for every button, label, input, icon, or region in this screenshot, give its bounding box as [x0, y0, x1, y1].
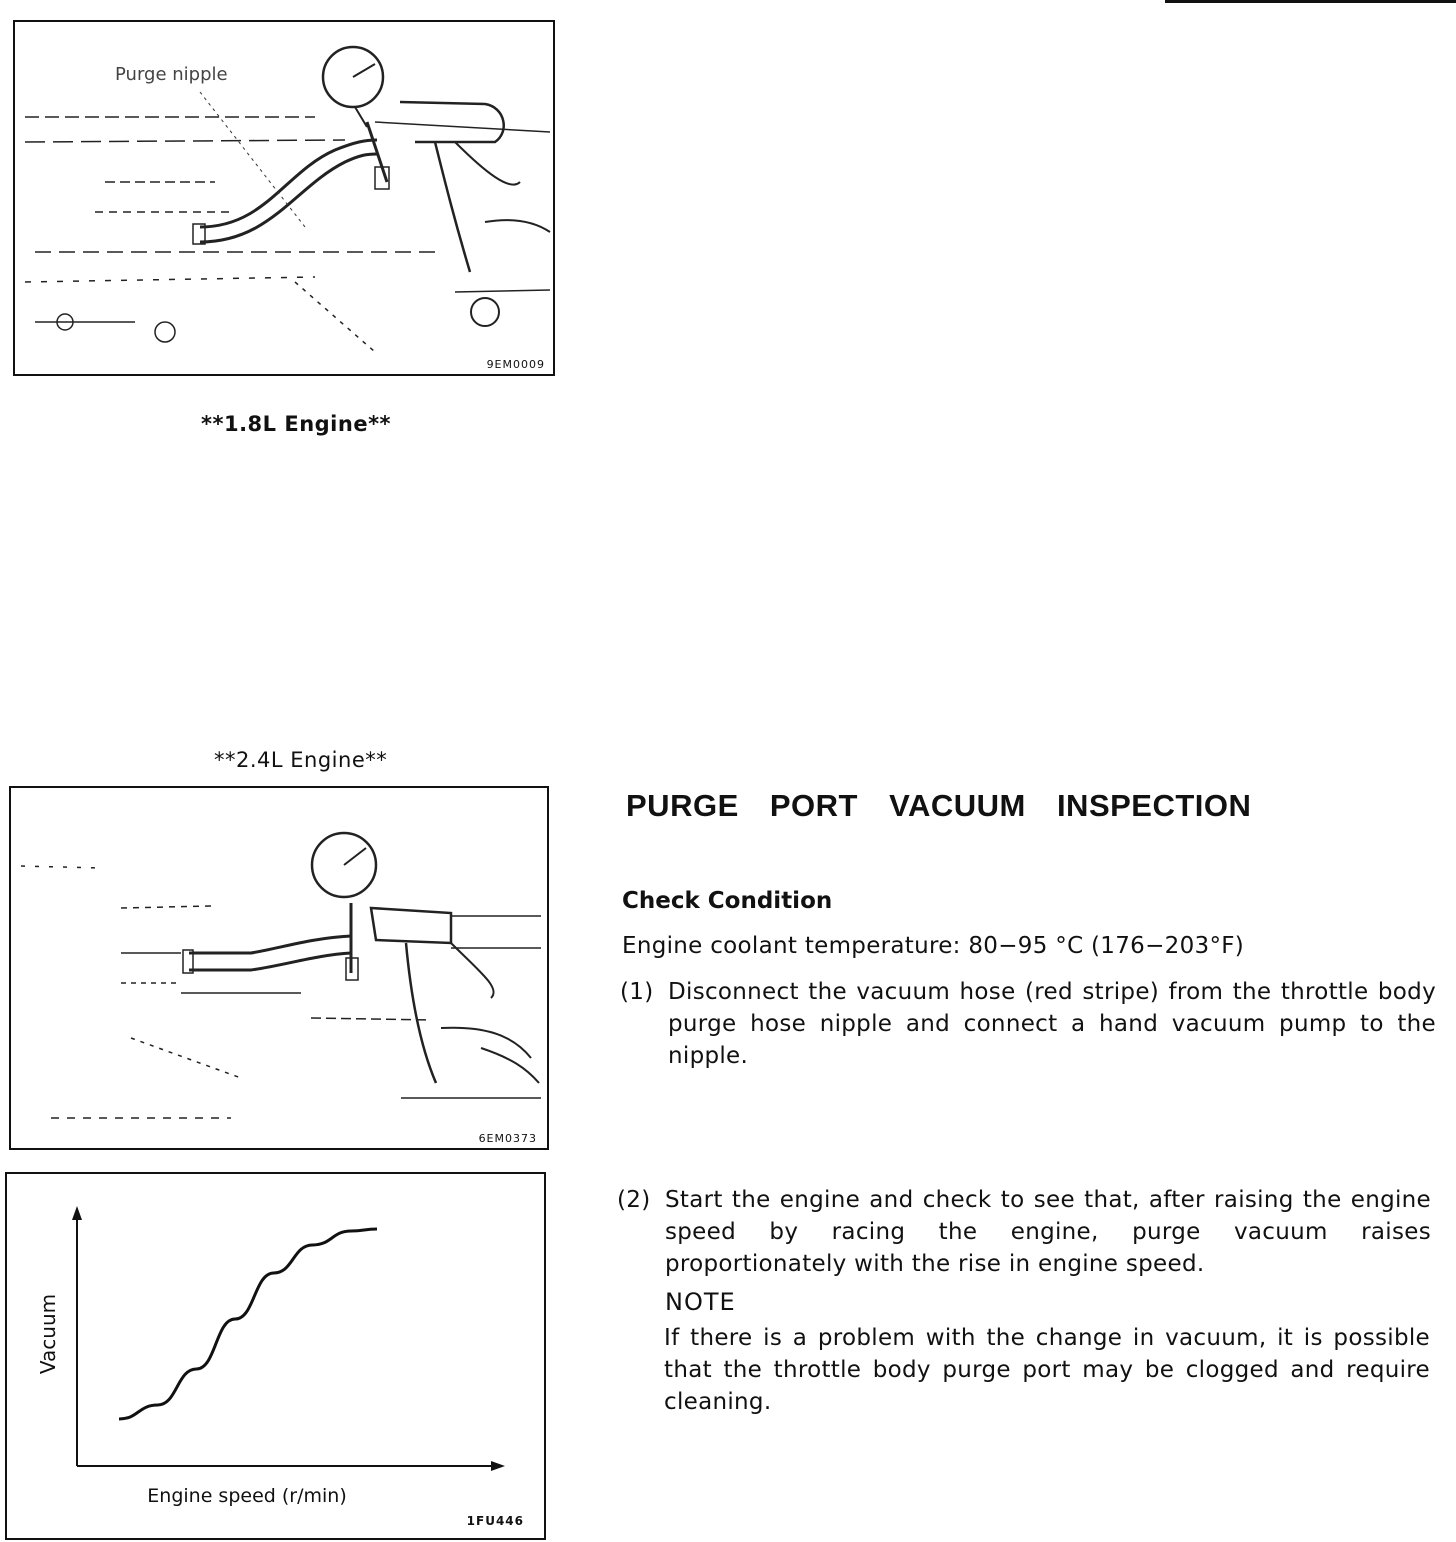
step-1-text: Disconnect the vacuum hose (red stripe) from the throttle body purge hose nipple and connect a hand vacuum pump to the nipple.	[668, 979, 1436, 1069]
figure-code: 1FU446	[466, 1514, 524, 1528]
figure-2-4l-engine	[9, 786, 549, 1150]
x-axis-arrow	[491, 1461, 505, 1471]
step-2	[617, 1184, 1431, 1280]
step-2-number: (2)	[617, 1187, 651, 1213]
note-label: NOTE	[665, 1288, 736, 1316]
callout-purge-nipple: Purge nipple	[115, 64, 228, 85]
step-2-text: Start the engine and check to see that, after raising the engine speed by racing the engine, purge vacuum raises proportionately with the rise in engine speed.	[665, 1187, 1431, 1277]
engine-illustration-2	[11, 788, 549, 1150]
vacuum-curve	[119, 1229, 377, 1419]
check-condition-text: Engine coolant temperature: 80−95 °C (176−203°F)	[622, 933, 1245, 959]
chart-svg	[7, 1174, 546, 1540]
x-axis-label: Engine speed (r/min)	[147, 1485, 347, 1507]
figure-code: 9EM0009	[486, 358, 545, 371]
figure-code: 6EM0373	[478, 1132, 537, 1145]
caption-2-4l: **2.4L Engine**	[214, 748, 388, 772]
y-axis-label: Vacuum	[36, 1293, 60, 1375]
y-axis-arrow	[72, 1206, 82, 1220]
top-rule	[1165, 0, 1456, 3]
note-text: If there is a problem with the change in vacuum, it is possible that the throttle body purge port may be clogged and require cleaning.	[664, 1325, 1430, 1415]
caption-1-8l: **1.8L Engine**	[201, 412, 392, 436]
figure-vacuum-chart	[5, 1172, 546, 1540]
step-1-number: (1)	[620, 979, 654, 1005]
engine-illustration-1	[15, 22, 555, 376]
figure-1-8l-engine	[13, 20, 555, 376]
step-1	[620, 976, 1436, 1072]
check-condition-heading: Check Condition	[622, 888, 833, 914]
section-title: PURGE PORT VACUUM INSPECTION	[626, 788, 1252, 823]
